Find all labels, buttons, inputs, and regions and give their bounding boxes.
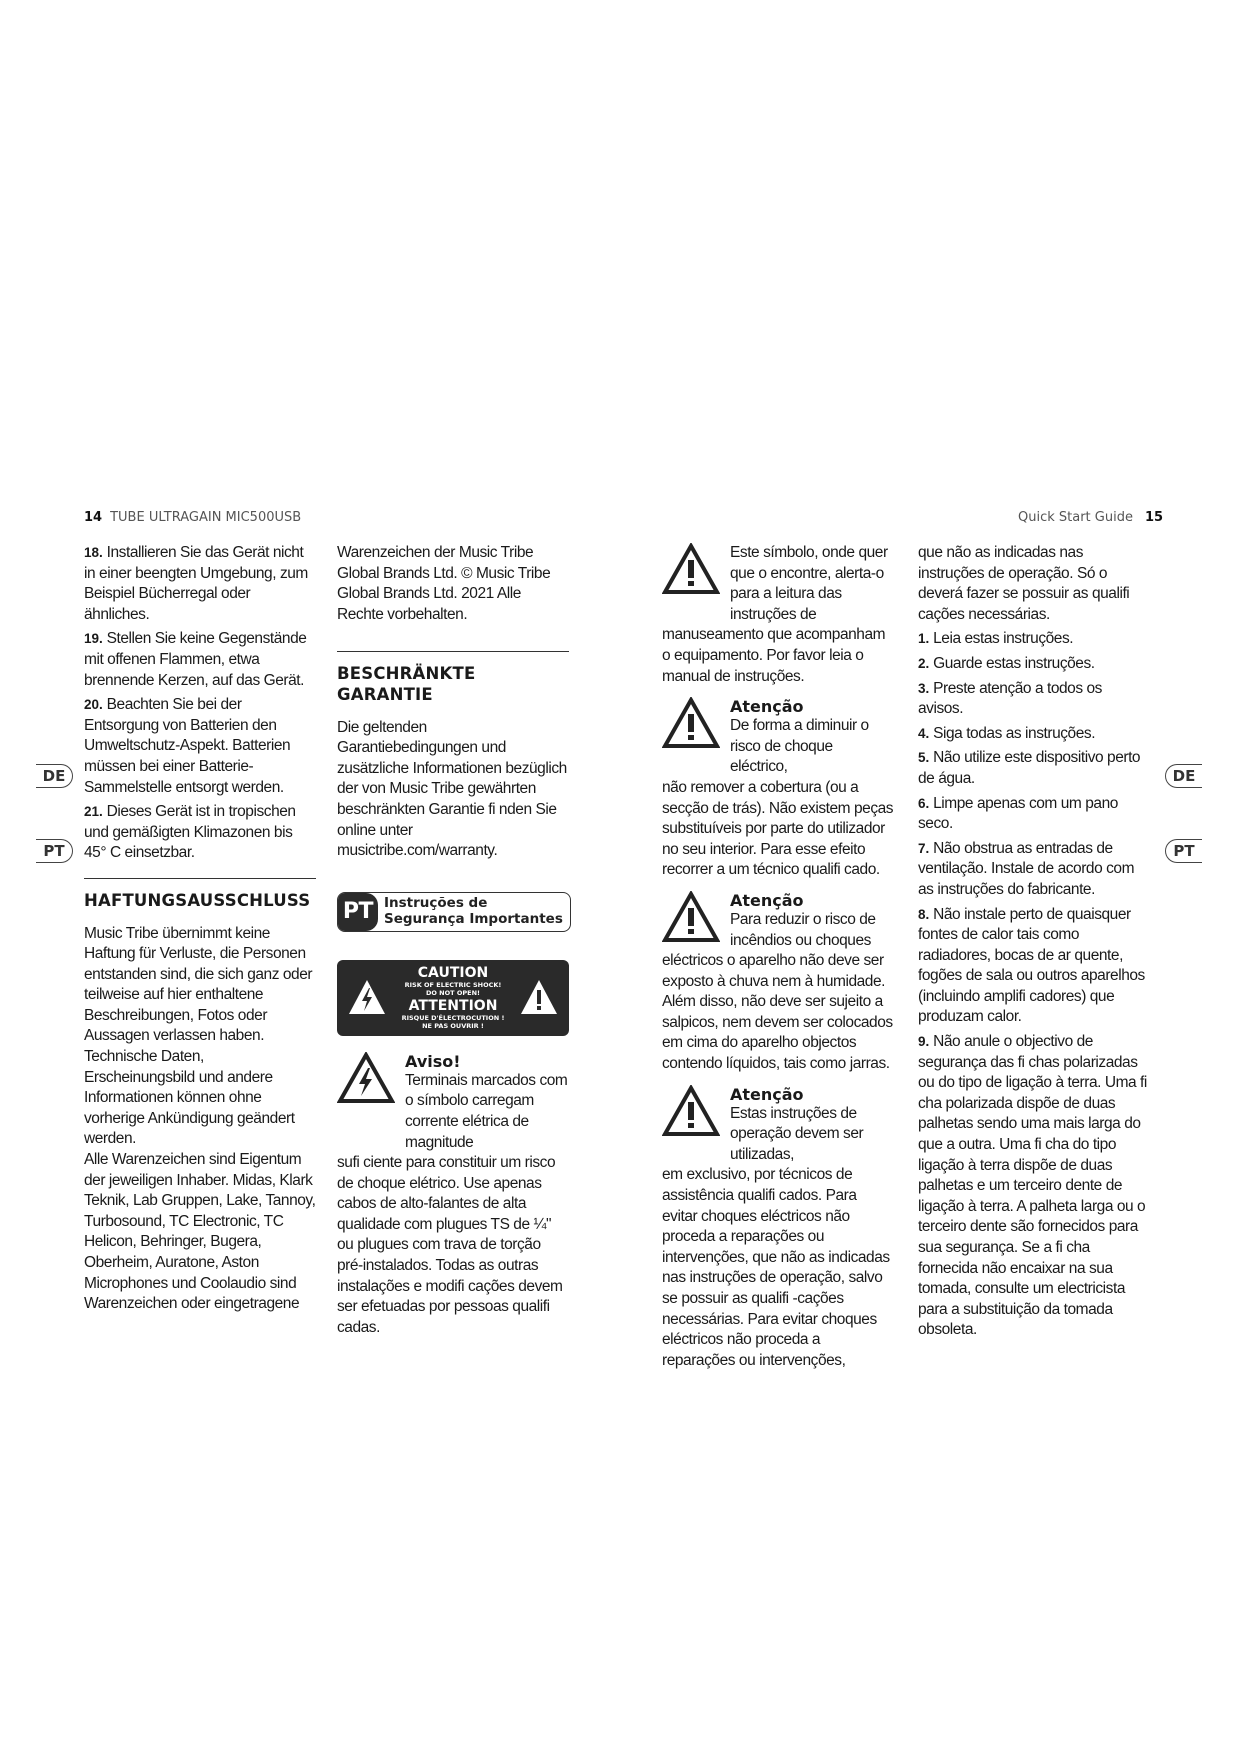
pt-language-code: PT — [338, 893, 378, 931]
atencao-block-2: Atenção Para reduzir o risco de incêndios ou choques eléctricos o aparelho não deve ser exposto à chuva nem à humidade. Além disso, não deve ser sujeito a salpicos, nem devem ser colocados em cima do aparelho objectos contendo líquidos, tais como jarras. — [662, 890, 893, 1073]
column-3 — [662, 543, 894, 1375]
list-item: 5. Não utilize este dispositivo perto de água. — [918, 749, 1141, 787]
aviso-text: sufi ciente para constituir um risco de choque elétrico. Use apenas cabos de alto-falantes de alta qualidade com plugues TS de ¼" ou plugues com trava de torção pré-instalados. Todas as outras instalações e modifi cações devem ser efetuadas por pessoas qualifi cadas. — [337, 1154, 563, 1336]
exclamation-warning-icon — [662, 543, 720, 595]
left-page-header — [84, 510, 301, 525]
language-tab-pt-right: PT — [1165, 839, 1202, 863]
list-item: 4. Siga todas as instruções. — [918, 724, 1096, 742]
continued-paragraph: que não as indicadas nas instruções de operação. Só o deverá fazer se possuir as qualifi cações necessárias. — [918, 544, 1130, 623]
language-tab-de-right: DE — [1165, 764, 1202, 788]
pt-section-banner — [337, 892, 571, 932]
column-4 — [918, 543, 1150, 1345]
trademark-continued: Warenzeichen der Music Tribe Global Brands Ltd. © Music Tribe Global Brands Ltd. 2021 Alle Rechte vorbehalten. — [337, 544, 551, 623]
atencao-title: Atenção — [730, 890, 804, 910]
list-item: 6. Limpe apenas com um pano seco. — [918, 794, 1118, 833]
section-heading-disclaimer: HAFTUNGSAUSSCHLUSS — [84, 878, 316, 912]
right-running-title: Quick Start Guide — [1018, 510, 1133, 525]
exclamation-warning-icon — [662, 1085, 720, 1137]
right-page-header — [1018, 510, 1163, 525]
list-item: 3. Preste atenção a todos os avisos. — [918, 679, 1102, 718]
exclamation-warning-icon — [662, 697, 720, 749]
list-item: 8. Não instale perto de quaisquer fontes de calor tais como radiadores, bocas de ar quente, fogões de sala ou outros aparelhos (incluindo amplifi cadores) que produzam calor. — [918, 905, 1145, 1026]
list-item: 19. Stellen Sie keine Gegenstände mit offenen Flammen, etwa brennende Kerzen, auf das Gerät. — [84, 630, 307, 689]
aviso-title: Aviso! — [405, 1051, 461, 1071]
exclamation-warning-icon — [662, 891, 720, 943]
column-2 — [337, 543, 569, 1342]
disclaimer-paragraph: Music Tribe übernimmt keine Haftung für Verluste, die Personen entstanden sind, die sich ganz oder teilweise auf hier enthaltene Beschreibungen, Fotos oder Aussagen verlassen haben. Technische Daten, Erscheinungsbild und andere Informationen können ohne vorherige Ankündigung geändert werden. — [84, 924, 313, 1148]
right-page-number: 15 — [1144, 510, 1164, 525]
pt-section-title: Instruções de Segurança Importantes — [384, 894, 563, 927]
left-page-number: 14 — [84, 510, 103, 525]
list-item: 21. Dieses Gerät ist in tropischen und gemäßigten Klimazonen bis 45° C einsetzbar. — [84, 803, 296, 862]
aviso-block — [337, 1052, 569, 1339]
trademark-paragraph: Alle Warenzeichen sind Eigentum der jeweiligen Inhaber. Midas, Klark Teknik, Lab Gruppen, Lake, Tannoy, Turbosound, TC Electronic, TC Helicon, Behringer, Bugera, Oberheim, Auratone, Aston Microphones und Coolaudio sind Warenzeichen oder eingetragene — [84, 1151, 316, 1313]
atencao-block-1: Atenção De forma a diminuir o risco de choque eléctrico, não remover a cobertura (ou a secção de trás). Não existem peças substituíveis por parte do utilizador no seu interior. Para esse efeito recorrer a um técnico qualifi cado. — [662, 697, 894, 879]
warranty-paragraph: Die geltenden Garantiebedingungen und zusätzliche Informationen bezüglich der von Music Tribe gewährten beschränkten Garantie fi nden Sie online unter musictribe.com/warranty. — [337, 718, 567, 860]
language-tab-pt-left: PT — [36, 839, 73, 863]
atencao-title: Atenção — [730, 697, 804, 717]
symbol-note-block — [662, 543, 894, 687]
list-item: 18. Installieren Sie das Gerät nicht in einer beengten Umgebung, zum Beispiel Bücherregal oder ähnliches. — [84, 544, 308, 623]
symbol-note-text: manuseamento que acompanham o equipamento. Por favor leia o manual de instruções. — [662, 626, 886, 685]
atencao-title: Atenção — [730, 1084, 804, 1104]
list-item: 2. Guarde estas instruções. — [918, 654, 1095, 672]
aviso-text-indented: Terminais marcados com o símbolo carregam corrente elétrica de magnitude — [405, 1071, 568, 1151]
column-1 — [84, 543, 316, 1319]
atencao-block-3: Atenção Estas instruções de operação devem ser utilizadas, em exclusivo, por técnicos de assistência qualifi cados. Para evitar choques eléctricos não proceda a reparações ou intervenções, que não as indicadas nas instruções de operação, salvo se possuir as qualifi -cações necessárias. Para evitar choques eléctricos não proceda a reparações ou intervenções, — [662, 1085, 894, 1372]
left-running-title: TUBE ULTRAGAIN MIC500USB — [110, 510, 302, 525]
list-item: 20. Beachten Sie bei der Entsorgung von Batterien den Umweltschutz-Aspekt. Batterien müssen bei einer Batterie-Sammelstelle entsorgt werden. — [84, 696, 291, 796]
lightning-warning-icon — [337, 1052, 395, 1104]
symbol-note-indented: Este símbolo, onde quer que o encontre, alerta-o para a leitura das instruções de — [730, 544, 888, 623]
exclamation-warning-icon — [519, 978, 559, 1016]
caution-label: CAUTION RISK OF ELECTRIC SHOCK! DO NOT OPEN! ATTENTION RISQUE D'ÉLECTROCUTION ! NE PAS OUVRIR ! — [337, 960, 569, 1036]
section-heading-warranty: BESCHRÄNKTE GARANTIE — [337, 651, 569, 705]
list-item: 9. Não anule o objectivo de segurança das fi chas polarizadas ou do tipo de ligação à terra. Uma fi cha polarizada dispõe de duas palhetas sendo uma mais larga do que a outra. Uma fi cha do tipo ligação à terra dispõe de duas palhetas e um terceiro dente de ligação à terra. A palheta larga ou o terceiro dente são fornecidos para sua segurança. Se a fi cha fornecida não encaixar na sua tomada, consulte um electricista para a substituição da tomada obsoleta. — [918, 1033, 1147, 1339]
language-tab-de-left: DE — [36, 764, 73, 788]
list-item: 7. Não obstrua as entradas de ventilação. Instale de acordo com as instruções do fabricante. — [918, 839, 1135, 898]
list-item: 1. Leia estas instruções. — [918, 630, 1074, 648]
